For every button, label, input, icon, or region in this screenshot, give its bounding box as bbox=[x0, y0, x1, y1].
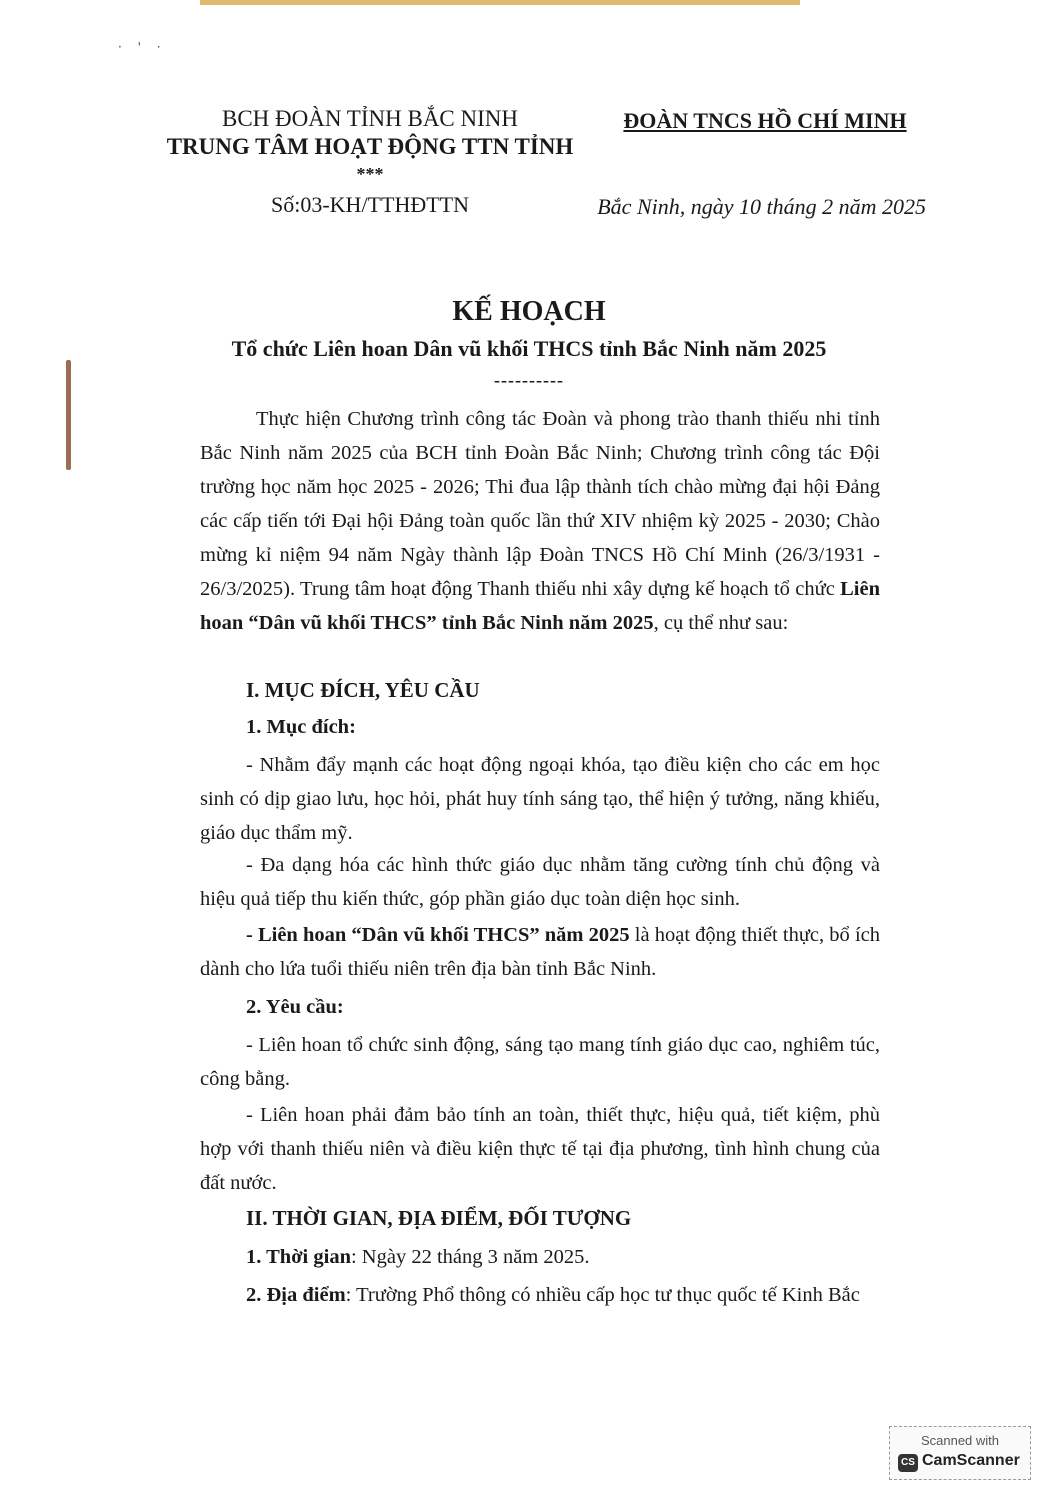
camscanner-watermark bbox=[889, 1426, 1031, 1480]
requirement-item-2: - Liên hoan phải đảm bảo tính an toàn, thiết thực, hiệu quả, tiết kiệm, phù hợp với thanh thiếu niên và điều kiện thực tế tại địa phương, tình hình chung của đất nước. bbox=[200, 1104, 880, 1194]
intro-paragraph bbox=[200, 402, 880, 640]
intro-text-2: , cụ thể như sau: bbox=[653, 612, 789, 634]
time-label: 1. Thời gian bbox=[246, 1246, 351, 1268]
intro-text-1: Thực hiện Chương trình công tác Đoàn và phong trào thanh thiếu nhi tỉnh Bắc Ninh năm 2025 của BCH tỉnh Đoàn Bắc Ninh; Chương trình công tác Đội trường học năm học 2025 - 2026; Thi đua lập thành tích chào mừng đại hội Đảng các cấp tiến tới Đại hội Đảng toàn quốc lần thứ XIV nhiệm kỳ 2025 - 2030; Chào mừng kỉ niệm 94 năm Ngày thành lập Đoàn TNCS Hồ Chí Minh (26/3/1931 - 26/3/2025). Trung tâm hoạt động Thanh thiếu nhi xây dựng kế hoạch tổ chức bbox=[200, 408, 880, 600]
time-line bbox=[246, 1246, 590, 1269]
scanned-with-label: Scanned with bbox=[920, 1433, 1000, 1448]
scan-edge-artifact bbox=[200, 0, 800, 5]
purpose-item-2: - Đa dạng hóa các hình thức giáo dục nhằm tăng cường tính chủ động và hiệu quả tiếp thu kiến thức, góp phần giáo dục toàn diện học sinh. bbox=[200, 854, 880, 910]
time-value: : Ngày 22 tháng 3 năm 2025. bbox=[350, 1246, 590, 1268]
org-name-line2: TRUNG TÂM HOẠT ĐỘNG TTN TỈNH bbox=[166, 134, 574, 159]
date-place: Bắc Ninh, ngày 10 tháng 2 năm 2025 bbox=[597, 194, 926, 219]
union-name: ĐOÀN TNCS HỒ CHÍ MINH bbox=[623, 108, 907, 133]
requirement-item-1: - Liên hoan tổ chức sinh động, sáng tạo mang tính giáo dục cao, nghiêm túc, công bằng. bbox=[200, 1034, 880, 1090]
org-name-line1: BCH ĐOÀN TỈNH BẮC NINH bbox=[221, 106, 519, 131]
scan-specks: · ' · bbox=[118, 40, 167, 54]
purpose-heading: 1. Mục đích: bbox=[246, 716, 356, 738]
place-line bbox=[246, 1284, 896, 1307]
doc-number: Số:03-KH/TTHĐTTN bbox=[271, 192, 469, 217]
section-1-heading: I. MỤC ĐÍCH, YÊU CẦU bbox=[246, 678, 480, 702]
purpose-item-3 bbox=[200, 918, 880, 986]
intro-text-bold: Liên hoan “Dân vũ khối THCS” tỉnh Bắc Ninh năm 2025 bbox=[200, 578, 880, 634]
requirements-heading: 2. Yêu cầu: bbox=[246, 996, 344, 1018]
header-stars: *** bbox=[356, 164, 384, 184]
camscanner-logo-icon: CS bbox=[898, 1454, 918, 1472]
document-title: KẾ HOẠCH bbox=[452, 296, 606, 327]
camscanner-name: CamScanner bbox=[922, 1452, 1020, 1469]
title-divider: ---------- bbox=[494, 370, 564, 390]
place-value: : Trường Phổ thông có nhiều cấp học tư thục quốc tế Kinh Bắc bbox=[345, 1284, 860, 1306]
document-subtitle: Tổ chức Liên hoan Dân vũ khối THCS tỉnh Bắc Ninh năm 2025 bbox=[231, 336, 827, 361]
purpose-item-1: - Nhằm đẩy mạnh các hoạt động ngoại khóa, tạo điều kiện cho các em học sinh có dịp giao lưu, học hỏi, phát huy tính sáng tạo, thể hiện ý tưởng, năng khiếu, giáo dục thẩm mỹ. bbox=[200, 754, 880, 844]
purpose-item-3-rest: là hoạt động thiết thực, bổ ích dành cho lứa tuổi thiếu niên trên địa bàn tỉnh Bắc Ninh. bbox=[200, 924, 880, 980]
purpose-item-3-bold: - Liên hoan “Dân vũ khối THCS” năm 2025 bbox=[246, 924, 630, 946]
section-2-heading: II. THỜI GIAN, ĐỊA ĐIỂM, ĐỐI TƯỢNG bbox=[246, 1206, 632, 1230]
place-label: 2. Địa điểm bbox=[246, 1284, 346, 1306]
